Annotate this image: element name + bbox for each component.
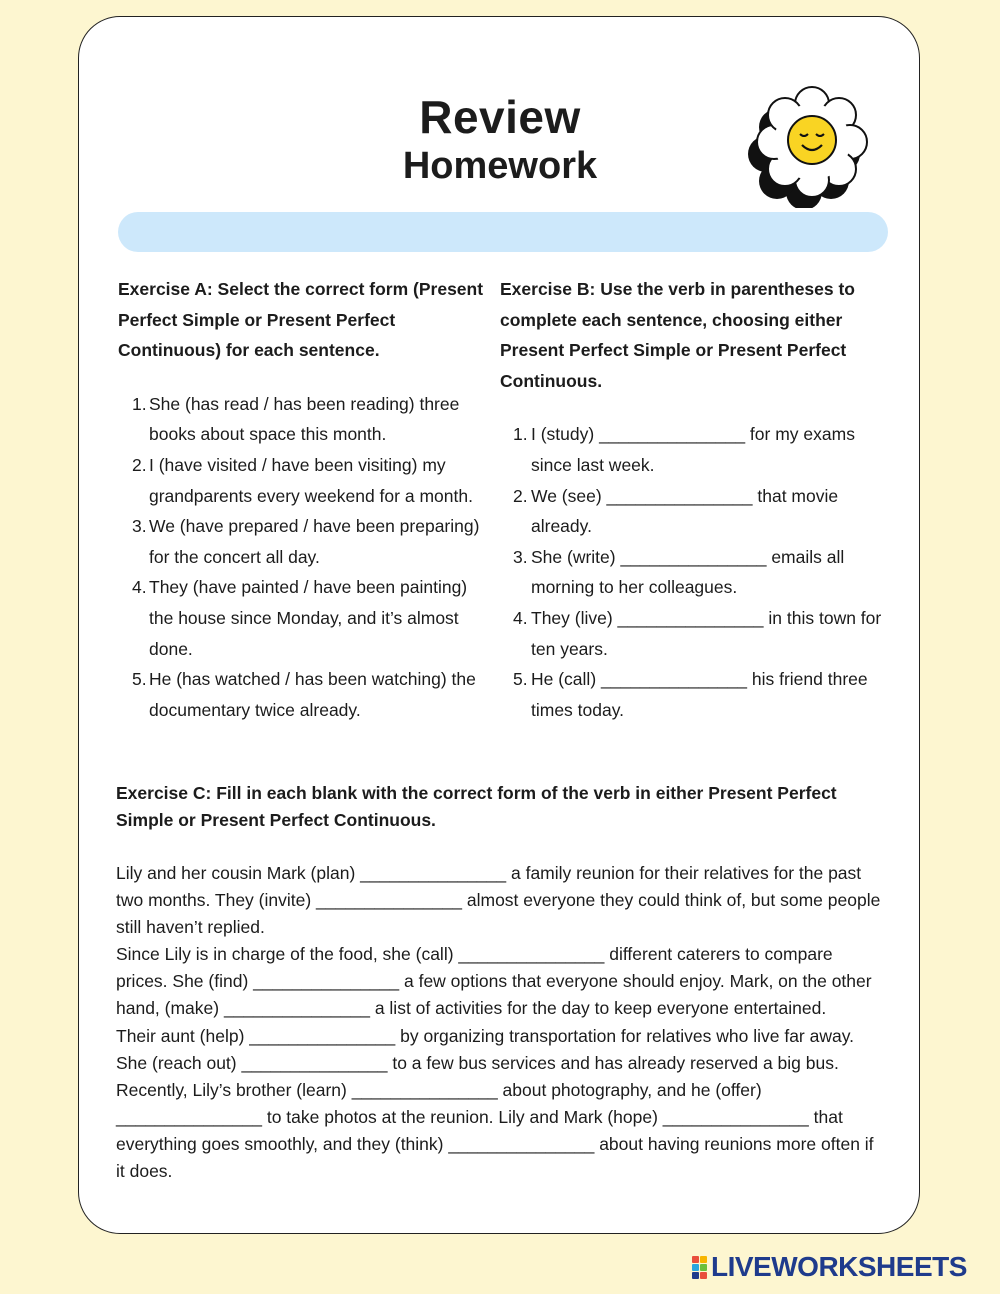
list-item — [118, 664, 488, 725]
passage-paragraph: Recently, Lily’s brother (learn) _______________ about photography, and he (offer) _______________ to take photos at the reunion. Lily and Mark (hope) _______________ that everything goes smoothly, and they (think) _______________ about having reunions more often if it does. — [116, 1079, 874, 1182]
item-text: I (study) _______________ for my exams since last week. — [531, 424, 855, 475]
item-number: 3. — [132, 516, 147, 537]
item-number: 5. — [513, 669, 528, 690]
item-number: 1. — [513, 424, 528, 445]
liveworksheets-logo[interactable] — [692, 1252, 967, 1282]
item-number: 1. — [132, 393, 147, 414]
list-item — [118, 572, 488, 664]
liveworksheets-logo-icon — [692, 1256, 707, 1279]
item-number: 5. — [132, 669, 147, 690]
header-divider-bar — [118, 212, 888, 252]
list-item — [500, 481, 884, 542]
item-number: 2. — [513, 485, 528, 506]
exercise-a-list — [118, 389, 488, 726]
item-text: He (call) _______________ his friend three times today. — [531, 669, 868, 720]
item-text: They (live) _______________ in this town for ten years. — [531, 607, 882, 659]
exercise-b-heading: Exercise B: Use the verb in parentheses to complete each sentence, choosing either Present Perfect Simple or Present Perfect Continuous. — [500, 279, 855, 391]
list-item — [118, 389, 488, 450]
item-text: He (has watched / has been watching) the documentary twice already. — [149, 669, 476, 720]
smiley-flower-icon — [748, 84, 872, 208]
exercise-a-heading: Exercise A: Select the correct form (Present Perfect Simple or Present Perfect Continuous) for each sentence. — [118, 279, 484, 361]
item-text: They (have painted / have been painting) the house since Monday, and it’s almost done. — [149, 577, 468, 659]
exercise-c-heading: Exercise C: Fill in each blank with the correct form of the verb in either Present Perfect Simple or Present Perfect Continuous. — [116, 783, 837, 830]
item-text: I (have visited / have been visiting) my grandparents every weekend for a month. — [149, 454, 473, 506]
list-item — [118, 511, 488, 572]
exercise-b — [500, 274, 884, 725]
page-title: Review — [419, 91, 581, 143]
list-item — [118, 450, 488, 511]
item-text: We (have prepared / have been preparing) for the concert all day. — [149, 516, 480, 567]
page-subtitle: Homework — [402, 145, 598, 187]
item-text: She (write) _______________ emails all morning to her colleagues. — [531, 546, 845, 598]
item-number: 3. — [513, 546, 528, 567]
exercise-c — [116, 780, 886, 1185]
list-item — [500, 603, 884, 664]
exercise-b-list — [500, 419, 884, 725]
passage-paragraph: Their aunt (help) _______________ by organizing transportation for relatives who live far away. She (reach out) _______________ to a few bus services and has already reserved a big bus. — [116, 1025, 855, 1073]
item-text: We (see) _______________ that movie already. — [531, 485, 839, 537]
item-number: 4. — [513, 607, 528, 628]
list-item — [500, 419, 884, 480]
passage-paragraph: Since Lily is in charge of the food, she (call) _______________ different caterers to compare prices. She (find) _______________ a few options that everyone should enjoy. Mark, on the other hand, (make) _______________ a list of activities for the day to keep everyone entertained. — [116, 944, 872, 1019]
list-item — [500, 542, 884, 603]
logo-text: LIVEWORKSHEETS — [711, 1251, 967, 1282]
item-number: 4. — [132, 577, 147, 598]
exercise-a — [118, 274, 488, 725]
item-number: 2. — [132, 454, 147, 475]
passage-paragraph: Lily and her cousin Mark (plan) _______________ a family reunion for their relatives for the past two months. They (invite) _______________ almost everyone they could think of, but some people still haven’t replied. — [116, 863, 881, 938]
exercise-c-passage — [116, 860, 886, 1185]
list-item — [500, 664, 884, 725]
item-text: She (has read / has been reading) three books about space this month. — [149, 393, 460, 445]
